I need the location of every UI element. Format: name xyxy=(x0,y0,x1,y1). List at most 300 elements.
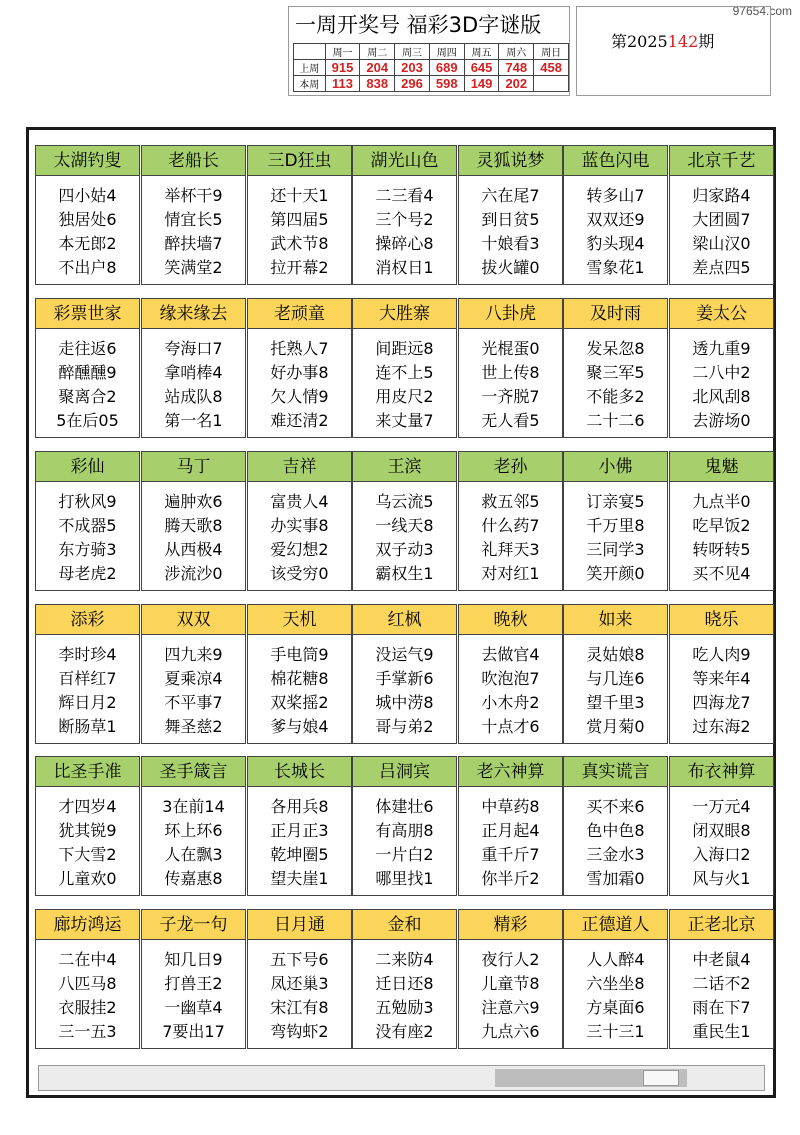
riddle-clue-list xyxy=(248,176,351,280)
riddle-author: 蓝色闪电 xyxy=(564,146,667,176)
riddle-card xyxy=(563,909,668,1049)
riddle-clue: 夸海口7 xyxy=(164,339,223,358)
riddle-author: 湖光山色 xyxy=(353,146,456,176)
riddle-clue: 雪象花1 xyxy=(586,258,645,277)
riddle-author: 老孙 xyxy=(459,452,562,482)
riddle-clue: 百样红7 xyxy=(58,669,117,688)
riddle-clue-list xyxy=(670,329,773,433)
riddle-card xyxy=(35,604,140,744)
riddle-author: 吕洞宾 xyxy=(353,757,456,787)
riddle-card xyxy=(458,756,563,896)
riddle-clue: 棉花糖8 xyxy=(270,669,329,688)
riddle-clue-list xyxy=(142,482,245,586)
riddle-clue: 无人看5 xyxy=(481,411,540,430)
riddle-clue: 北风刮8 xyxy=(692,387,751,406)
riddle-clue: 二十二6 xyxy=(586,411,645,430)
riddle-clue: 二三看4 xyxy=(375,186,434,205)
riddle-clue-list xyxy=(459,635,562,739)
riddle-clue: 弯钩虾2 xyxy=(270,1022,329,1041)
riddle-clue: 武术节8 xyxy=(270,234,329,253)
riddle-clue: 透九重9 xyxy=(692,339,751,358)
riddle-author: 灵狐说梦 xyxy=(459,146,562,176)
day-label: 周四 xyxy=(429,44,464,60)
draw-number xyxy=(534,76,569,92)
riddle-clue: 遍肿欢6 xyxy=(164,492,223,511)
draw-number: 113 xyxy=(325,76,360,92)
riddle-card xyxy=(458,909,563,1049)
issue-prefix: 第2025 xyxy=(611,32,668,51)
riddle-clue: 豹头现4 xyxy=(586,234,645,253)
riddle-card xyxy=(35,909,140,1049)
riddle-clue-list xyxy=(670,940,773,1044)
riddle-clue-list xyxy=(353,176,456,280)
riddle-clue: 独居处6 xyxy=(58,210,117,229)
riddle-card xyxy=(141,909,246,1049)
day-label: 周二 xyxy=(360,44,395,60)
riddle-card xyxy=(563,298,668,438)
riddle-clue: 灵姑娘8 xyxy=(586,645,645,664)
riddle-card xyxy=(669,298,774,438)
riddle-card xyxy=(247,451,352,591)
riddle-clue: 五勉励3 xyxy=(375,998,434,1017)
riddle-clue: 聚离合2 xyxy=(58,387,117,406)
riddle-clue-list xyxy=(36,787,139,891)
riddle-clue-list xyxy=(353,482,456,586)
riddle-card xyxy=(458,604,563,744)
riddle-clue: 打兽王2 xyxy=(164,974,223,993)
riddle-clue: 哥与弟2 xyxy=(375,717,434,736)
riddle-clue: 救五邻5 xyxy=(481,492,540,511)
riddle-clue-list xyxy=(459,329,562,433)
riddle-clue: 传嘉惠8 xyxy=(164,869,223,888)
riddle-clue-list xyxy=(459,176,562,280)
riddle-card xyxy=(35,451,140,591)
riddle-author: 如来 xyxy=(564,605,667,635)
scrollbar-thumb[interactable] xyxy=(643,1070,679,1086)
riddle-clue-list xyxy=(142,787,245,891)
riddle-clue: 醉醺醺9 xyxy=(58,363,117,382)
day-label: 周六 xyxy=(499,44,534,60)
riddle-author: 老六神算 xyxy=(459,757,562,787)
riddle-clue: 下大雪2 xyxy=(58,845,117,864)
riddle-clue: 腾天歌8 xyxy=(164,516,223,535)
riddle-clue: 该受穷0 xyxy=(270,564,329,583)
riddle-clue: 雨在下7 xyxy=(692,998,751,1017)
riddle-author: 鬼魅 xyxy=(670,452,773,482)
riddle-clue: 站成队8 xyxy=(164,387,223,406)
riddle-clue: 难还清2 xyxy=(270,411,329,430)
riddle-card xyxy=(247,145,352,285)
riddle-clue: 东方骑3 xyxy=(58,540,117,559)
riddle-clue: 犹其锐9 xyxy=(58,821,117,840)
riddle-author: 晚秋 xyxy=(459,605,562,635)
riddle-author: 廊坊鸿运 xyxy=(36,910,139,940)
riddle-clue: 三一五3 xyxy=(58,1022,117,1041)
riddle-author: 三D狂虫 xyxy=(248,146,351,176)
riddle-card xyxy=(563,756,668,896)
riddle-author: 比圣手准 xyxy=(36,757,139,787)
riddle-clue-list xyxy=(248,940,351,1044)
riddle-clue: 雪加霜0 xyxy=(586,869,645,888)
riddle-clue-list xyxy=(353,329,456,433)
riddle-clue: 环上环6 xyxy=(164,821,223,840)
issue-suffix: 期 xyxy=(698,32,715,51)
riddle-clue: 等来年4 xyxy=(692,669,751,688)
riddle-clue: 举杯干9 xyxy=(164,186,223,205)
riddle-card xyxy=(141,756,246,896)
riddle-clue: 四海龙7 xyxy=(692,693,751,712)
riddle-author: 老船长 xyxy=(142,146,245,176)
riddle-clue: 手掌新6 xyxy=(375,669,434,688)
riddle-clue-list xyxy=(670,635,773,739)
riddle-clue: 二话不2 xyxy=(692,974,751,993)
riddle-clue: 二在中4 xyxy=(58,950,117,969)
day-header-row xyxy=(294,44,569,60)
riddle-card xyxy=(247,298,352,438)
riddle-author: 双双 xyxy=(142,605,245,635)
riddle-author: 金和 xyxy=(353,910,456,940)
riddle-clue: 五下号6 xyxy=(270,950,329,969)
riddle-clue: 夜行人2 xyxy=(481,950,540,969)
riddle-clue: 不出户8 xyxy=(58,258,117,277)
riddle-clue: 间距远8 xyxy=(375,339,434,358)
riddle-card xyxy=(563,604,668,744)
riddle-clue: 辉日月2 xyxy=(58,693,117,712)
riddle-card xyxy=(247,909,352,1049)
riddle-card xyxy=(669,451,774,591)
day-label: 周五 xyxy=(464,44,499,60)
draw-number: 748 xyxy=(499,60,534,76)
riddle-clue: 富贵人4 xyxy=(270,492,329,511)
riddle-author: 彩票世家 xyxy=(36,299,139,329)
riddle-clue: 礼拜天3 xyxy=(481,540,540,559)
riddle-author: 红枫 xyxy=(353,605,456,635)
riddle-clue-list xyxy=(36,329,139,433)
riddle-clue: 望千里3 xyxy=(586,693,645,712)
riddle-clue-list xyxy=(564,787,667,891)
riddle-clue: 笑满堂2 xyxy=(164,258,223,277)
riddle-author: 老顽童 xyxy=(248,299,351,329)
riddle-clue: 拔火罐0 xyxy=(481,258,540,277)
riddle-clue: 一万元4 xyxy=(692,797,751,816)
riddle-author: 添彩 xyxy=(36,605,139,635)
riddle-author: 姜太公 xyxy=(670,299,773,329)
riddle-clue-list xyxy=(459,940,562,1044)
draw-number: 838 xyxy=(360,76,395,92)
riddle-clue-list xyxy=(142,940,245,1044)
riddle-clue: 衣服挂2 xyxy=(58,998,117,1017)
riddle-clue-list xyxy=(564,940,667,1044)
riddle-author: 小佛 xyxy=(564,452,667,482)
riddle-clue: 方桌面6 xyxy=(586,998,645,1017)
riddle-clue: 双双还9 xyxy=(586,210,645,229)
riddle-clue-list xyxy=(248,329,351,433)
riddle-clue: 有高朋8 xyxy=(375,821,434,840)
riddle-grid xyxy=(26,127,776,1098)
riddle-clue-list xyxy=(670,482,773,586)
riddle-card xyxy=(141,451,246,591)
riddle-clue: 二八中2 xyxy=(692,363,751,382)
riddle-clue: 拉开幕2 xyxy=(270,258,329,277)
riddle-clue: 城中涝8 xyxy=(375,693,434,712)
draw-number: 458 xyxy=(534,60,569,76)
riddle-clue: 正月正3 xyxy=(270,821,329,840)
riddle-clue: 注意六9 xyxy=(481,998,540,1017)
riddle-clue-list xyxy=(564,635,667,739)
riddle-clue: 转呀转5 xyxy=(692,540,751,559)
draw-number: 689 xyxy=(429,60,464,76)
riddle-card xyxy=(35,298,140,438)
riddle-clue: 重千斤7 xyxy=(481,845,540,864)
riddle-clue: 来丈量7 xyxy=(375,411,434,430)
draw-number: 296 xyxy=(395,76,430,92)
riddle-clue: 小木舟2 xyxy=(481,693,540,712)
riddle-clue: 7要出17 xyxy=(162,1022,225,1041)
draw-number: 915 xyxy=(325,60,360,76)
riddle-clue-list xyxy=(670,176,773,280)
riddle-clue: 才四岁4 xyxy=(58,797,117,816)
riddle-clue-list xyxy=(142,176,245,280)
riddle-card xyxy=(141,298,246,438)
riddle-clue: 千万里8 xyxy=(586,516,645,535)
riddle-clue: 拿哨棒4 xyxy=(164,363,223,382)
day-label: 周日 xyxy=(534,44,569,60)
riddle-clue: 差点四5 xyxy=(692,258,751,277)
riddle-clue: 没运气9 xyxy=(375,645,434,664)
riddle-clue: 断肠草1 xyxy=(58,717,117,736)
riddle-clue: 各用兵8 xyxy=(270,797,329,816)
riddle-clue: 对对红1 xyxy=(481,564,540,583)
riddle-clue: 欠人情9 xyxy=(270,387,329,406)
riddle-clue: 走往返6 xyxy=(58,339,117,358)
riddle-clue-list xyxy=(36,482,139,586)
riddle-clue: 八匹马8 xyxy=(58,974,117,993)
riddle-clue: 到日贫5 xyxy=(481,210,540,229)
riddle-card xyxy=(352,298,457,438)
riddle-clue: 正月起4 xyxy=(481,821,540,840)
riddle-clue-list xyxy=(353,635,456,739)
riddle-clue: 双子动3 xyxy=(375,540,434,559)
riddle-clue: 世上传8 xyxy=(481,363,540,382)
riddle-clue-list xyxy=(353,787,456,891)
riddle-author: 日月通 xyxy=(248,910,351,940)
riddle-clue: 十娘看3 xyxy=(481,234,540,253)
riddle-clue-list xyxy=(142,329,245,433)
riddle-clue: 转多山7 xyxy=(586,186,645,205)
riddle-clue: 人人醉4 xyxy=(586,950,645,969)
riddle-clue: 消权日1 xyxy=(375,258,434,277)
riddle-clue-list xyxy=(459,787,562,891)
riddle-author: 精彩 xyxy=(459,910,562,940)
riddle-clue: 夏乘凉4 xyxy=(164,669,223,688)
corner-cell xyxy=(294,44,326,60)
this-week-row xyxy=(294,76,569,92)
riddle-clue-list xyxy=(36,635,139,739)
riddle-card xyxy=(563,145,668,285)
issue-box xyxy=(576,6,771,96)
riddle-author: 长城长 xyxy=(248,757,351,787)
riddle-card xyxy=(352,909,457,1049)
riddle-clue: 色中色8 xyxy=(586,821,645,840)
riddle-clue: 光棍蛋0 xyxy=(481,339,540,358)
riddle-clue: 你半斤2 xyxy=(481,869,540,888)
page-title: 一周开奖号 福彩3D字谜版 xyxy=(295,13,542,37)
last-week-row xyxy=(294,60,569,76)
riddle-clue: 舞圣慈2 xyxy=(164,717,223,736)
riddle-author: 北京千艺 xyxy=(670,146,773,176)
riddle-clue: 买不来6 xyxy=(586,797,645,816)
riddle-clue-list xyxy=(248,482,351,586)
riddle-card xyxy=(352,756,457,896)
riddle-author: 吉祥 xyxy=(248,452,351,482)
riddle-clue: 二来防4 xyxy=(375,950,434,969)
riddle-card xyxy=(35,756,140,896)
riddle-card xyxy=(247,604,352,744)
riddle-author: 马丁 xyxy=(142,452,245,482)
riddle-clue: 归家路4 xyxy=(692,186,751,205)
riddle-clue: 三十三1 xyxy=(586,1022,645,1041)
riddle-card xyxy=(669,909,774,1049)
draw-number: 149 xyxy=(464,76,499,92)
riddle-clue: 风与火1 xyxy=(692,869,751,888)
riddle-clue: 知几日9 xyxy=(164,950,223,969)
issue-number: 142 xyxy=(667,32,699,51)
riddle-clue: 凤还巢3 xyxy=(270,974,329,993)
riddle-clue: 情宜长5 xyxy=(164,210,223,229)
riddle-card xyxy=(669,604,774,744)
riddle-clue: 一线天8 xyxy=(375,516,434,535)
issue-label xyxy=(611,29,714,52)
riddle-clue: 十点才6 xyxy=(481,717,540,736)
riddle-card xyxy=(352,145,457,285)
riddle-clue: 大团圆7 xyxy=(692,210,751,229)
riddle-clue: 手电筒9 xyxy=(270,645,329,664)
riddle-clue: 望夫崖1 xyxy=(270,869,329,888)
riddle-clue: 重民生1 xyxy=(692,1022,751,1041)
riddle-card xyxy=(669,145,774,285)
draw-number: 645 xyxy=(464,60,499,76)
riddle-clue: 中老鼠4 xyxy=(692,950,751,969)
riddle-clue: 不能多2 xyxy=(586,387,645,406)
riddle-clue: 不平事7 xyxy=(164,693,223,712)
riddle-author: 王滨 xyxy=(353,452,456,482)
riddle-clue: 没有座2 xyxy=(375,1022,434,1041)
riddle-clue: 不成器5 xyxy=(58,516,117,535)
riddle-clue: 闭双眼8 xyxy=(692,821,751,840)
riddle-clue: 第一名1 xyxy=(164,411,223,430)
row-label: 本周 xyxy=(294,76,326,92)
riddle-clue: 聚三军5 xyxy=(586,363,645,382)
riddle-clue: 一片白2 xyxy=(375,845,434,864)
riddle-author: 真实谎言 xyxy=(564,757,667,787)
riddle-clue: 中草药8 xyxy=(481,797,540,816)
riddle-clue-list xyxy=(248,635,351,739)
riddle-clue: 从西极4 xyxy=(164,540,223,559)
riddle-clue: 乌云流5 xyxy=(375,492,434,511)
riddle-clue: 过东海2 xyxy=(692,717,751,736)
riddle-clue: 哪里找1 xyxy=(375,869,434,888)
riddle-clue: 双桨摇2 xyxy=(270,693,329,712)
riddle-clue: 九点六6 xyxy=(481,1022,540,1041)
draw-number: 202 xyxy=(499,76,534,92)
riddle-clue: 托熟人7 xyxy=(270,339,329,358)
riddle-author: 布衣神算 xyxy=(670,757,773,787)
day-label: 周一 xyxy=(325,44,360,60)
riddle-clue: 打秋风9 xyxy=(58,492,117,511)
riddle-clue-list xyxy=(353,940,456,1044)
riddle-author: 彩仙 xyxy=(36,452,139,482)
riddle-clue: 四九来9 xyxy=(164,645,223,664)
riddle-clue: 用皮尺2 xyxy=(375,387,434,406)
riddle-clue: 去游场0 xyxy=(692,411,751,430)
riddle-clue: 体建壮6 xyxy=(375,797,434,816)
site-watermark: 97654.com xyxy=(732,4,792,18)
riddle-clue: 儿童欢0 xyxy=(58,869,117,888)
riddle-card xyxy=(352,451,457,591)
row-label: 上周 xyxy=(294,60,326,76)
riddle-clue: 迁日还8 xyxy=(375,974,434,993)
riddle-clue: 连不上5 xyxy=(375,363,434,382)
riddle-author: 圣手箴言 xyxy=(142,757,245,787)
riddle-clue-list xyxy=(564,329,667,433)
riddle-card xyxy=(141,145,246,285)
riddle-clue: 发呆忽8 xyxy=(586,339,645,358)
riddle-clue: 入海口2 xyxy=(692,845,751,864)
horizontal-scrollbar[interactable] xyxy=(38,1065,765,1091)
riddle-clue: 好办事8 xyxy=(270,363,329,382)
riddle-card xyxy=(669,756,774,896)
riddle-clue: 3在前14 xyxy=(162,797,225,816)
draw-number: 204 xyxy=(360,60,395,76)
riddle-clue: 三个号2 xyxy=(375,210,434,229)
riddle-clue: 一齐脱7 xyxy=(481,387,540,406)
weekly-results-header xyxy=(288,6,570,96)
riddle-clue-list xyxy=(564,176,667,280)
riddle-clue: 办实事8 xyxy=(270,516,329,535)
riddle-clue: 什么药7 xyxy=(481,516,540,535)
riddle-clue-list xyxy=(36,176,139,280)
riddle-clue: 人在飘3 xyxy=(164,845,223,864)
riddle-clue: 霸权生1 xyxy=(375,564,434,583)
riddle-card xyxy=(563,451,668,591)
riddle-author: 及时雨 xyxy=(564,299,667,329)
riddle-card xyxy=(141,604,246,744)
riddle-clue: 六坐坐8 xyxy=(586,974,645,993)
riddle-clue: 5在后05 xyxy=(56,411,119,430)
riddle-clue-list xyxy=(670,787,773,891)
draw-number: 203 xyxy=(395,60,430,76)
riddle-card xyxy=(458,298,563,438)
riddle-card xyxy=(458,145,563,285)
riddle-card xyxy=(35,145,140,285)
riddle-clue: 李时珍4 xyxy=(58,645,117,664)
riddle-author: 八卦虎 xyxy=(459,299,562,329)
riddle-card xyxy=(352,604,457,744)
riddle-clue-list xyxy=(142,635,245,739)
riddle-clue: 六在尾7 xyxy=(481,186,540,205)
riddle-clue-list xyxy=(564,482,667,586)
draw-number: 598 xyxy=(429,76,464,92)
riddle-clue: 还十天1 xyxy=(270,186,329,205)
riddle-author: 正老北京 xyxy=(670,910,773,940)
riddle-card xyxy=(458,451,563,591)
riddle-author: 缘来缘去 xyxy=(142,299,245,329)
riddle-clue: 吃人肉9 xyxy=(692,645,751,664)
weekly-results-table xyxy=(293,43,569,92)
riddle-clue: 笑开颜0 xyxy=(586,564,645,583)
riddle-author: 晓乐 xyxy=(670,605,773,635)
riddle-clue: 儿童节8 xyxy=(481,974,540,993)
